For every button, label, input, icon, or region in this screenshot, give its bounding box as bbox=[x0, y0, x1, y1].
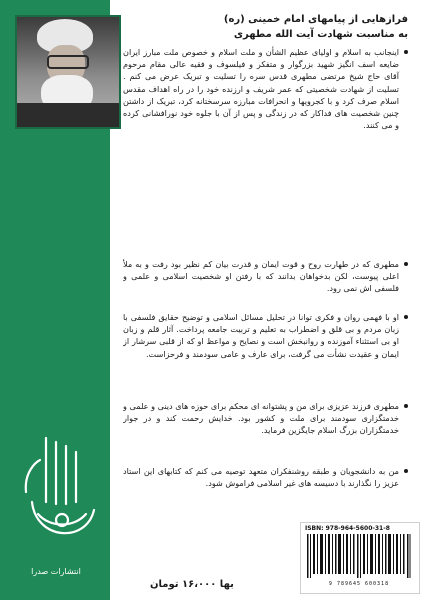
bullet-icon bbox=[404, 50, 408, 54]
calligraphy-emblem-icon bbox=[16, 432, 108, 557]
quote-text: من به دانشجویان و طبقه روشنفکران متعهد توصیه می کنم که کتابهای این استاد عزیز را نگذارند با دسیسه های غیر اسلامی فراموش شود. bbox=[123, 466, 399, 489]
isbn-barcode-block bbox=[300, 522, 420, 594]
quote-paragraph bbox=[123, 400, 408, 460]
author-portrait bbox=[15, 15, 121, 129]
publisher-name: انتشارات صدرا bbox=[31, 567, 81, 576]
quote-text: اینجانب به اسلام و اولیای عظیم الشأن و ملت اسلام و خصوص ملت مبارز ایران ضایعه اسف انگیز شهید بزرگوار و متفکر و فیلسوف و فقیه عالی مقام مرحوم آقای حاج شیخ مرتضی مطهری قدس سره را تسلیت و تبریک عرض می کنم . تسلیت از شهادت شخصیتی که عمر شریف و ارزنده خود را در راه اهداف مقدس اسلام صرف کرد و با کجرویها و انحرافات مبارزه سرسختانه کرد، تبریک از داشتن چنین شخصیت های فداکار که در زندگی و پس از آن با جلوه خود نورافشانی کرده و می کنند. bbox=[123, 47, 399, 131]
quote-text: مطهری فرزند عزیزی برای من و پشتوانه ای محکم برای حوزه های دینی و علمی و خدمتگزاری سودمند برای ملت و کشور بود. خدایش رحمت کند و در جوار خدمتگزاران بزرگ اسلام جایگزین فرماید. bbox=[123, 401, 399, 436]
quote-paragraph bbox=[123, 46, 408, 253]
heading-line-2: به مناسبت شهادت آیت الله مطهری bbox=[233, 29, 408, 40]
bullet-icon bbox=[404, 262, 408, 266]
bullet-icon bbox=[404, 404, 408, 408]
quote-paragraph bbox=[123, 258, 408, 306]
isbn-text: ISBN: 978-964-5600-31-8 bbox=[305, 525, 390, 532]
barcode-number: 9 789645 600318 bbox=[328, 581, 390, 587]
barcode-icon bbox=[307, 534, 411, 578]
quote-paragraph bbox=[123, 311, 408, 395]
bullet-icon bbox=[404, 315, 408, 319]
quotes-text-panel bbox=[123, 12, 408, 506]
publisher-logo bbox=[16, 432, 108, 582]
quote-text: مطهری که در طهارت روح و قوت ایمان و قدرت بیان کم نظیر بود رفت و به ملأ اعلی پیوست، لکن بدخواهان بدانند که با رفتن او شخصیت اسلامی و علمی و فلسفی اش نمی رود. bbox=[123, 259, 399, 294]
price-label: بها ۱۶،۰۰۰ تومان bbox=[150, 579, 234, 590]
heading bbox=[123, 12, 408, 42]
quote-text: او با فهمی روان و فکری توانا در تحلیل مسائل اسلامی و توضیح حقایق فلسفی با زبان مردم و بی قلق و اضطراب به تعلیم و تربیت جامعه پرداخت. آثار قلم و زبان او بی استثناء آموزنده و روانبخش است و نصایح و مواعظ او که از قلبی سرشار از ایمان و عقیدت نشأت می گرفت، برای عارف و عامی سودمند و فرحزاست. bbox=[123, 312, 399, 359]
quote-paragraph bbox=[123, 465, 408, 501]
heading-line-1: فرازهایی از پیامهای امام خمینی (ره) bbox=[223, 14, 408, 25]
bullet-icon bbox=[404, 469, 408, 473]
